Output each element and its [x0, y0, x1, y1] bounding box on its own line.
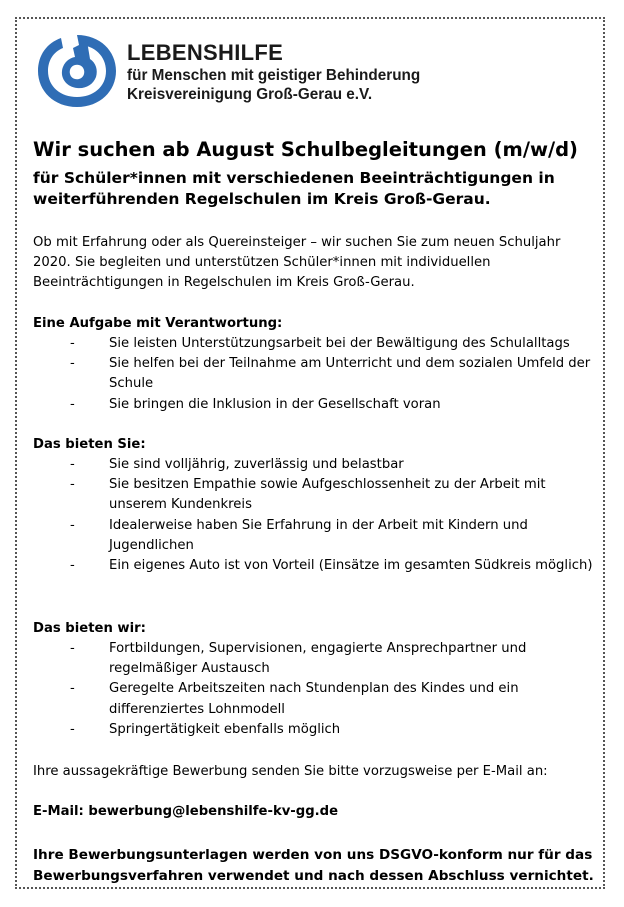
offer-list [33, 639, 593, 740]
list-item: - Sie leisten Unterstützungsarbeit bei der Bewältigung des Schulalltags [33, 334, 593, 354]
list-item: - Sie bringen die Inklusion in der Gesellschaft voran [33, 395, 593, 415]
list-item: - Fortbildungen, Supervisionen, engagierte Ansprechpartner und regelmäßiger Austausch [33, 639, 593, 679]
list-item: - Sie besitzen Empathie sowie Aufgeschlossenheit zu der Arbeit mit unserem Kundenkreis [33, 475, 593, 515]
email-line[interactable]: E-Mail: bewerbung@lebenshilfe-kv-gg.de [33, 804, 339, 819]
org-name: LEBENSHILFE [127, 40, 284, 65]
requirements-list [33, 455, 593, 576]
org-line-2: Kreisvereinigung Groß-Gerau e.V. [127, 86, 373, 103]
section-heading-tasks: Eine Aufgabe mit Verantwortung: [33, 316, 283, 331]
job-subtitle: für Schüler*innen mit verschiedenen Beeinträchtigungen in weiterführenden Regelschulen im Kreis Groß-Gerau. [33, 169, 555, 208]
lebenshilfe-logo-icon [34, 31, 120, 111]
privacy-note: Ihre Bewerbungsunterlagen werden von uns DSGVO-konform nur für das Bewerbungsverfahren verwendet und nach dessen Abschluss vernichtet. [33, 847, 594, 884]
job-title: Wir suchen ab August Schulbegleitungen (m/w/d) [33, 138, 578, 161]
list-item: - Geregelte Arbeitszeiten nach Stundenplan des Kindes und ein differenziertes Lohnmodell [33, 679, 593, 719]
list-item: - Idealerweise haben Sie Erfahrung in der Arbeit mit Kindern und Jugendlichen [33, 516, 593, 556]
application-note: Ihre aussagekräftige Bewerbung senden Sie bitte vorzugsweise per E-Mail an: [33, 764, 548, 779]
section-heading-offer: Das bieten wir: [33, 621, 146, 636]
organization-header [127, 40, 420, 104]
intro-paragraph: Ob mit Erfahrung oder als Quereinsteiger – wir suchen Sie zum neuen Schuljahr 2020. Sie begleiten und unterstützen Schüler*innen mit individuellen Beeinträchtigungen in Regelschulen im Kreis Groß-Gerau. [33, 235, 561, 291]
section-heading-requirements: Das bieten Sie: [33, 437, 146, 452]
org-line-1: für Menschen mit geistiger Behinderung [127, 67, 421, 84]
list-item: - Springertätigkeit ebenfalls möglich [33, 720, 593, 740]
tasks-list [33, 334, 593, 415]
list-item: - Sie sind volljährig, zuverlässig und belastbar [33, 455, 593, 475]
list-item: - Ein eigenes Auto ist von Vorteil (Einsätze im gesamten Südkreis möglich) [33, 556, 593, 576]
list-item: - Sie helfen bei der Teilnahme am Unterricht und dem sozialen Umfeld der Schule [33, 354, 593, 394]
